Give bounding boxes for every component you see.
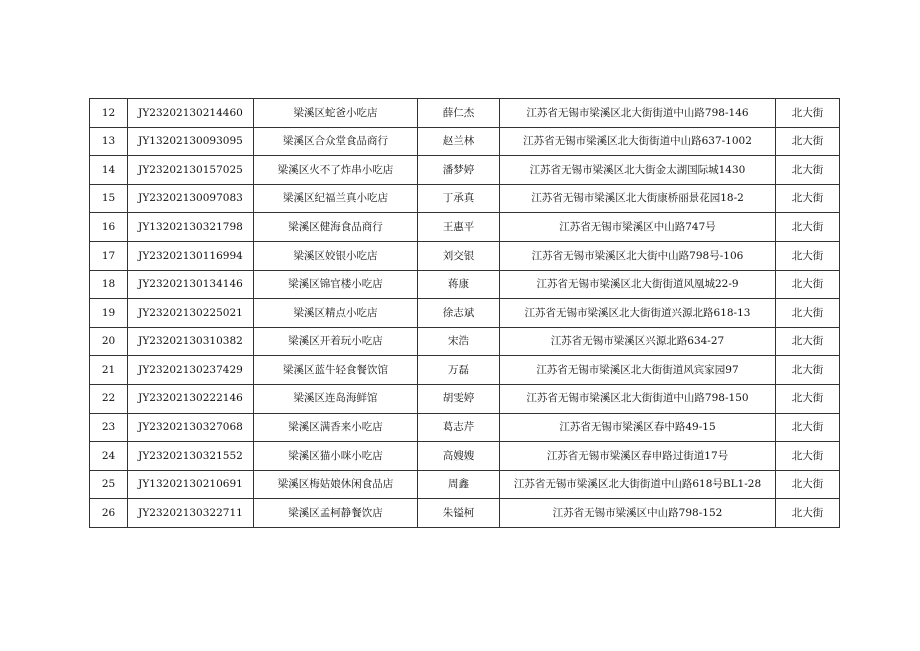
- table-row: [90, 270, 840, 299]
- cell-responsible-person: 宋浩: [418, 327, 500, 356]
- cell-address: 江苏省无锡市梁溪区北大街街道中山路637-1002: [500, 127, 776, 156]
- table-row: [90, 413, 840, 442]
- cell-seq: 17: [90, 241, 128, 270]
- table-row: [90, 499, 840, 528]
- cell-area: 北大街: [776, 127, 840, 156]
- cell-seq: 15: [90, 184, 128, 213]
- cell-area: 北大街: [776, 156, 840, 185]
- cell-address: 江苏省无锡市梁溪区北大街街道中山路798-146: [500, 99, 776, 128]
- cell-area: 北大街: [776, 413, 840, 442]
- table-row: [90, 356, 840, 385]
- cell-seq: 18: [90, 270, 128, 299]
- cell-responsible-person: 高嫂嫂: [418, 442, 500, 471]
- cell-license-number: JY13202130210691: [128, 470, 254, 499]
- cell-responsible-person: 刘交银: [418, 241, 500, 270]
- cell-address: 江苏省无锡市梁溪区北大街街道风宾家园97: [500, 356, 776, 385]
- cell-area: 北大街: [776, 499, 840, 528]
- cell-area: 北大街: [776, 99, 840, 128]
- records-table: [89, 98, 840, 528]
- cell-area: 北大街: [776, 384, 840, 413]
- cell-seq: 26: [90, 499, 128, 528]
- cell-area: 北大街: [776, 241, 840, 270]
- cell-business-name: 梁溪区锦官楼小吃店: [254, 270, 418, 299]
- table-row: [90, 241, 840, 270]
- cell-area: 北大街: [776, 299, 840, 328]
- cell-business-name: 梁溪区健海食品商行: [254, 213, 418, 242]
- cell-business-name: 梁溪区开着玩小吃店: [254, 327, 418, 356]
- cell-business-name: 梁溪区连岛海鲜馆: [254, 384, 418, 413]
- cell-address: 江苏省无锡市梁溪区北大街街道中山路618号BL1-28: [500, 470, 776, 499]
- cell-business-name: 梁溪区精点小吃店: [254, 299, 418, 328]
- cell-business-name: 梁溪区满香来小吃店: [254, 413, 418, 442]
- cell-address: 江苏省无锡市梁溪区北大街街道兴源北路618-13: [500, 299, 776, 328]
- cell-license-number: JY23202130134146: [128, 270, 254, 299]
- cell-responsible-person: 蒋康: [418, 270, 500, 299]
- cell-license-number: JY23202130310382: [128, 327, 254, 356]
- records-table-body: [90, 99, 840, 528]
- table-row: [90, 384, 840, 413]
- cell-seq: 12: [90, 99, 128, 128]
- cell-license-number: JY23202130222146: [128, 384, 254, 413]
- cell-responsible-person: 徐志斌: [418, 299, 500, 328]
- cell-business-name: 梁溪区姣银小吃店: [254, 241, 418, 270]
- table-row: [90, 470, 840, 499]
- cell-business-name: 梁溪区猫小咪小吃店: [254, 442, 418, 471]
- cell-seq: 24: [90, 442, 128, 471]
- cell-address: 江苏省无锡市梁溪区中山路747号: [500, 213, 776, 242]
- cell-address: 江苏省无锡市梁溪区春申路过街道17号: [500, 442, 776, 471]
- cell-business-name: 梁溪区合众堂食品商行: [254, 127, 418, 156]
- cell-seq: 25: [90, 470, 128, 499]
- cell-responsible-person: 周鑫: [418, 470, 500, 499]
- cell-license-number: JY23202130225021: [128, 299, 254, 328]
- cell-area: 北大街: [776, 442, 840, 471]
- cell-business-name: 梁溪区火不了炸串小吃店: [254, 156, 418, 185]
- cell-address: 江苏省无锡市梁溪区北大街中山路798号-106: [500, 241, 776, 270]
- cell-license-number: JY13202130321798: [128, 213, 254, 242]
- cell-business-name: 梁溪区蓝牛轻食餐饮馆: [254, 356, 418, 385]
- cell-responsible-person: 赵兰林: [418, 127, 500, 156]
- table-row: [90, 99, 840, 128]
- cell-responsible-person: 朱镒柯: [418, 499, 500, 528]
- cell-business-name: 梁溪区孟柯静餐饮店: [254, 499, 418, 528]
- cell-responsible-person: 葛志芹: [418, 413, 500, 442]
- cell-license-number: JY23202130214460: [128, 99, 254, 128]
- cell-seq: 21: [90, 356, 128, 385]
- cell-area: 北大街: [776, 470, 840, 499]
- cell-address: 江苏省无锡市梁溪区北大街街道中山路798-150: [500, 384, 776, 413]
- cell-business-name: 梁溪区蛇爸小吃店: [254, 99, 418, 128]
- cell-responsible-person: 胡雯婷: [418, 384, 500, 413]
- cell-address: 江苏省无锡市梁溪区春中路49-15: [500, 413, 776, 442]
- cell-area: 北大街: [776, 213, 840, 242]
- cell-address: 江苏省无锡市梁溪区北大街金太湖国际城1430: [500, 156, 776, 185]
- cell-responsible-person: 丁承真: [418, 184, 500, 213]
- table-row: [90, 213, 840, 242]
- cell-license-number: JY23202130237429: [128, 356, 254, 385]
- table-row: [90, 327, 840, 356]
- cell-responsible-person: 潘梦婷: [418, 156, 500, 185]
- table-row: [90, 156, 840, 185]
- cell-business-name: 梁溪区梅姑娘休闲食品店: [254, 470, 418, 499]
- table-row: [90, 127, 840, 156]
- cell-address: 江苏省无锡市梁溪区北大街康桥丽景花园18-2: [500, 184, 776, 213]
- table-row: [90, 442, 840, 471]
- cell-license-number: JY23202130327068: [128, 413, 254, 442]
- cell-seq: 22: [90, 384, 128, 413]
- cell-license-number: JY23202130097083: [128, 184, 254, 213]
- cell-license-number: JY13202130093095: [128, 127, 254, 156]
- cell-seq: 16: [90, 213, 128, 242]
- cell-seq: 14: [90, 156, 128, 185]
- cell-area: 北大街: [776, 327, 840, 356]
- cell-seq: 20: [90, 327, 128, 356]
- cell-responsible-person: 王惠平: [418, 213, 500, 242]
- cell-area: 北大街: [776, 270, 840, 299]
- cell-address: 江苏省无锡市梁溪区北大街街道风凰城22-9: [500, 270, 776, 299]
- table-row: [90, 184, 840, 213]
- cell-business-name: 梁溪区纪福兰真小吃店: [254, 184, 418, 213]
- cell-seq: 23: [90, 413, 128, 442]
- table-row: [90, 299, 840, 328]
- cell-license-number: JY23202130322711: [128, 499, 254, 528]
- cell-license-number: JY23202130157025: [128, 156, 254, 185]
- cell-responsible-person: 万磊: [418, 356, 500, 385]
- cell-seq: 13: [90, 127, 128, 156]
- cell-license-number: JY23202130321552: [128, 442, 254, 471]
- cell-license-number: JY23202130116994: [128, 241, 254, 270]
- cell-address: 江苏省无锡市梁溪区兴源北路634-27: [500, 327, 776, 356]
- cell-responsible-person: 薛仁杰: [418, 99, 500, 128]
- cell-area: 北大街: [776, 356, 840, 385]
- cell-area: 北大街: [776, 184, 840, 213]
- cell-seq: 19: [90, 299, 128, 328]
- cell-address: 江苏省无锡市梁溪区中山路798-152: [500, 499, 776, 528]
